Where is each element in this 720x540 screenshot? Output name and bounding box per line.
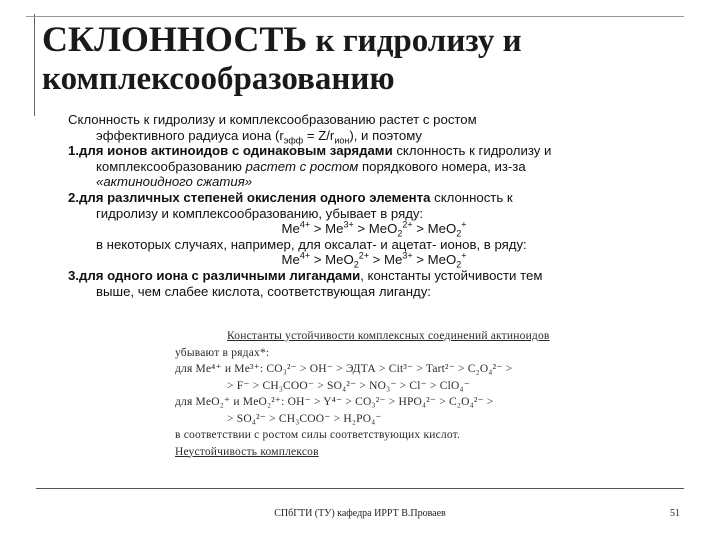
item2-line2: гидролизу и комплексообразованию, убывает в ряду: [96,205,424,221]
slide-title [42,20,682,98]
scan-line-5: для MeO₂⁺ и MeO₂²⁺: OH⁻ > Y⁴⁻ > CO₃²⁻ > HPO₄²⁻ > C₂O₄²⁻ > [175,396,494,408]
series-line-1: $Me^{4+} > Me^{3+} > MeO_2^{2+} > MeO_2^+$ [281,219,467,239]
item1-heading: 1.для ионов актиноидов с одинаковым зарядами [68,143,393,159]
intro-line2: эффективного радиуса иона $(r_{эфф} = Z/r_{ион})$, и поэтому [96,127,423,146]
item2-heading: 2.для различных степеней окисления одного элемента [68,189,431,205]
intro-line1: Склонность к гидролизу и комплексообразованию растет с ростом [68,112,477,127]
title-frame-vertical-rule [34,14,35,116]
slide-body [68,112,680,299]
title-line2: комплексообразованию [42,61,395,97]
item2-note: в некоторых случаях, например, для оксалат- и ацетат- ионов, в ряду: [96,236,527,252]
item3-line1: 3.для одного иона с различными лигандами, константы устойчивости тем [68,267,543,283]
item3-heading: 3.для одного иона с различными лигандами [68,267,361,283]
title-caps: СКЛОННОСТЬ [42,19,308,59]
scan-line-2: убывают в рядах*: [175,346,270,359]
scan-line-1: Константы устойчивости комплексных соединений актиноидов [227,330,550,342]
scan-line-4: > F⁻ > CH₃COO⁻ > SO₄²⁻ > NO₃⁻ > Cl⁻ > ClO₄⁻ [227,379,471,392]
series-line-2: $Me^{4+} > MeO_2^{2+} > Me^{3+} > MeO_2^+$ [281,250,467,270]
scan-line-7: в соответствии с ростом силы соответствующих кислот. [175,429,461,441]
item3-line2: выше, чем слабее кислота, соответствующая лиганду: [96,283,431,299]
item1-line3: «актиноидного сжатия» [96,174,253,190]
item1-line1: 1.для ионов актиноидов с одинаковым зарядами склонность к гидролизу и [68,143,552,159]
title-frame-horizontal-rule [26,16,684,17]
scan-line-3: для Me⁴⁺ и Me³⁺: CO₃²⁻ > OH⁻ > ЭДТА > Cit³⁻ > Tart²⁻ > C₂O₄²⁻ > [175,363,513,375]
sub-eff: эфф [283,135,304,146]
footer-credit: СПбГТИ (ТУ) кафедра ИРРТ В.Проваев [274,508,446,519]
sub-ion: ион [334,135,350,146]
scan-line-6: > SO₄²⁻ > CH₃COO⁻ > H₂PO₄⁻ [227,412,382,425]
title-line1-rest: к гидролизу и [307,23,522,59]
page-number: 51 [670,508,680,519]
scan-line-8: Неустойчивость комплексов [175,445,319,458]
scanned-excerpt-image [175,328,635,462]
item1-line2: комплексообразованию растет с ростом порядкового номера, из-за [96,158,526,174]
item2-line1: 2.для различных степеней окисления одного элемента склонность к [68,189,513,205]
footer-rule [36,488,684,489]
